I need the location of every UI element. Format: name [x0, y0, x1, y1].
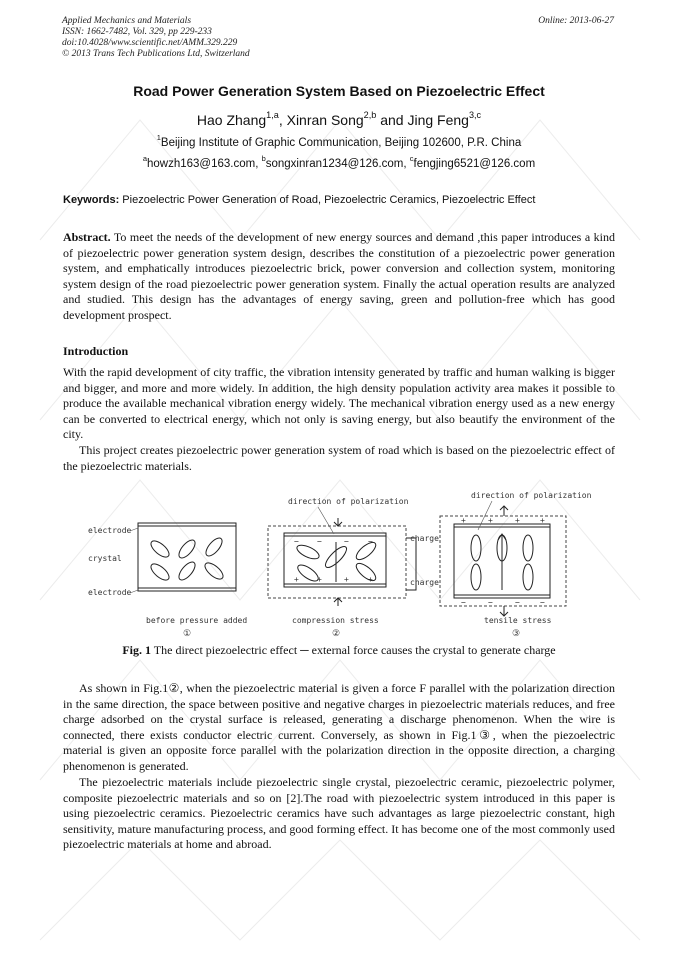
journal-meta: [62, 16, 250, 60]
body-paragraph-4: The piezoelectric materials include piezoelectric single crystal, piezoelectric ceramic, piezoelectric polymer, composite piezoelectric materials and so on [2].The road with piezoelectric system introduced in this paper is using piezoelectric ceramics. Piezoelectric ceramics have such advantages as large piezoelectric constant, high sensitivity, mature manufacturing process, and good forming effect. It has become one of the most commonly used piezoelectric materials at home and abroad.: [63, 775, 615, 852]
copyright-line: © 2013 Trans Tech Publications Ltd, Switzerland: [62, 49, 250, 59]
author-list: [0, 109, 678, 128]
affiliation: [0, 133, 678, 149]
panel-compression-stress: [268, 497, 439, 639]
plus-sign: +: [368, 575, 373, 584]
plus-sign: +: [317, 575, 322, 584]
author-name: Xinran Song: [286, 112, 364, 128]
email-superscript: b: [261, 154, 266, 164]
intro-paragraph-2: This project creates piezoelectric power generation system of road which is based on the piezoelectric effect of the piezoelectric materials.: [63, 443, 615, 473]
author-superscript: 3,c: [468, 109, 482, 120]
email-superscript: a: [142, 154, 147, 164]
minus-sign: −: [540, 598, 545, 607]
affiliation-superscript: 1: [156, 133, 161, 143]
subcaption-tensile-stress: tensile stress: [484, 616, 552, 625]
figure-caption-text: The direct piezoelectric effect ─ external force causes the crystal to generate charge: [151, 643, 556, 657]
author-superscript: 1,a: [266, 109, 279, 120]
subcaption-before-pressure: before pressure added: [146, 616, 248, 625]
keywords-text: Piezoelectric Power Generation of Road, Piezoelectric Ceramics, Piezoelectric Effect: [119, 194, 536, 206]
minus-sign: −: [317, 537, 322, 546]
abstract-paragraph: [63, 230, 615, 324]
plus-sign: +: [515, 516, 520, 525]
abstract-label: Abstract.: [63, 230, 111, 244]
intro-paragraph-1: With the rapid development of city traffic, the vibration intensity generated by traffic and human walking is bigger and bigger, and more and more widely. In addition, the high density population activity area makes it possible to produce the available mechanical vibration energy widely. The mechanical vibration energy used as a new energy can be converted to electrical energy, which not only is saving energy, but also beautify the environment of the city.: [63, 365, 615, 442]
keywords: [63, 194, 615, 206]
email-link[interactable]: howzh163@163.com,: [146, 158, 262, 170]
panel-tensile-stress: [440, 491, 592, 639]
plus-sign: +: [344, 575, 349, 584]
label-charge-top: charge: [410, 534, 439, 543]
author-emails: [0, 154, 678, 170]
online-date: Online: 2013-06-27: [538, 16, 614, 26]
email-link[interactable]: songxinran1234@126.com,: [265, 158, 410, 170]
label-electrode-top: electrode: [88, 526, 132, 535]
minus-sign: −: [368, 537, 373, 546]
plus-sign: +: [488, 516, 493, 525]
issn-line: ISSN: 1662-7482, Vol. 329, pp 229-233: [62, 27, 212, 37]
minus-sign: −: [294, 537, 299, 546]
author-separator: ,: [278, 112, 287, 128]
keywords-label: Keywords:: [63, 194, 120, 206]
minus-sign: −: [461, 598, 466, 607]
subcaption-number-3: ③: [512, 629, 521, 639]
label-direction-of-polarization: direction of polarization: [288, 497, 409, 506]
minus-sign: −: [344, 537, 349, 546]
body-paragraph-3: As shown in Fig.1②, when the piezoelectric material is given a force F parallel with the polarization direction in the same direction, the space between positive and negative charges in piezoelectric materials reduces, and free charge adsorbed on the crystal surface is released, generating a discharge phenomenon. When the wire is connected, there exists conductor electric current. Conversely, as shown in Fig.1③, when the piezoelectric material is given an opposite force parallel with the polarization direction in the opposite direction, a charging phenomenon is generated.: [63, 681, 615, 773]
plus-sign: +: [294, 575, 299, 584]
subcaption-number-2: ②: [332, 629, 341, 639]
minus-sign: −: [515, 598, 520, 607]
figure-piezoelectric-effect: [88, 490, 598, 640]
label-direction-of-polarization: direction of polarization: [471, 491, 592, 500]
minus-sign: −: [488, 598, 493, 607]
label-charge-bottom: charge: [410, 578, 439, 587]
subcaption-compression-stress: compression stress: [292, 616, 379, 625]
label-electrode-bottom: electrode: [88, 588, 132, 597]
panel-before-pressure: [88, 523, 247, 639]
plus-sign: +: [540, 516, 545, 525]
paper-title: Road Power Generation System Based on Piezoelectric Effect: [133, 83, 545, 99]
author-separator: and: [376, 112, 408, 128]
label-crystal: crystal: [88, 554, 122, 563]
figure-caption: [0, 643, 678, 658]
email-superscript: c: [409, 154, 414, 164]
affiliation-text: Beijing Institute of Graphic Communication, Beijing 102600, P.R. China: [160, 137, 522, 149]
section-heading-introduction: Introduction: [63, 344, 129, 358]
author-superscript: 2,b: [363, 109, 377, 120]
figure-caption-label: Fig. 1: [122, 643, 152, 657]
abstract-text: To meet the needs of the development of new energy sources and demand ,this paper introduces a kind of piezoelectric power generation system design, describes the constitution of a piezoelectric power generation system, and emphatically introduces piezoelectric brick, power conversion and collection system, monitoring system design of the road piezoelectric power generation system. Finally the actual operation results are analyzed and studied. This design has the advantages of energy saving, green and pollution-free which has good development prospect.: [63, 230, 615, 322]
journal-name: Applied Mechanics and Materials: [62, 16, 192, 26]
author-name: Jing Feng: [407, 112, 469, 128]
plus-sign: +: [461, 516, 466, 525]
doi-line[interactable]: doi:10.4028/www.scientific.net/AMM.329.229: [62, 38, 238, 48]
email-link[interactable]: fengjing6521@126.com: [413, 158, 536, 170]
subcaption-number-1: ①: [183, 629, 192, 639]
author-name: Hao Zhang: [196, 112, 267, 128]
